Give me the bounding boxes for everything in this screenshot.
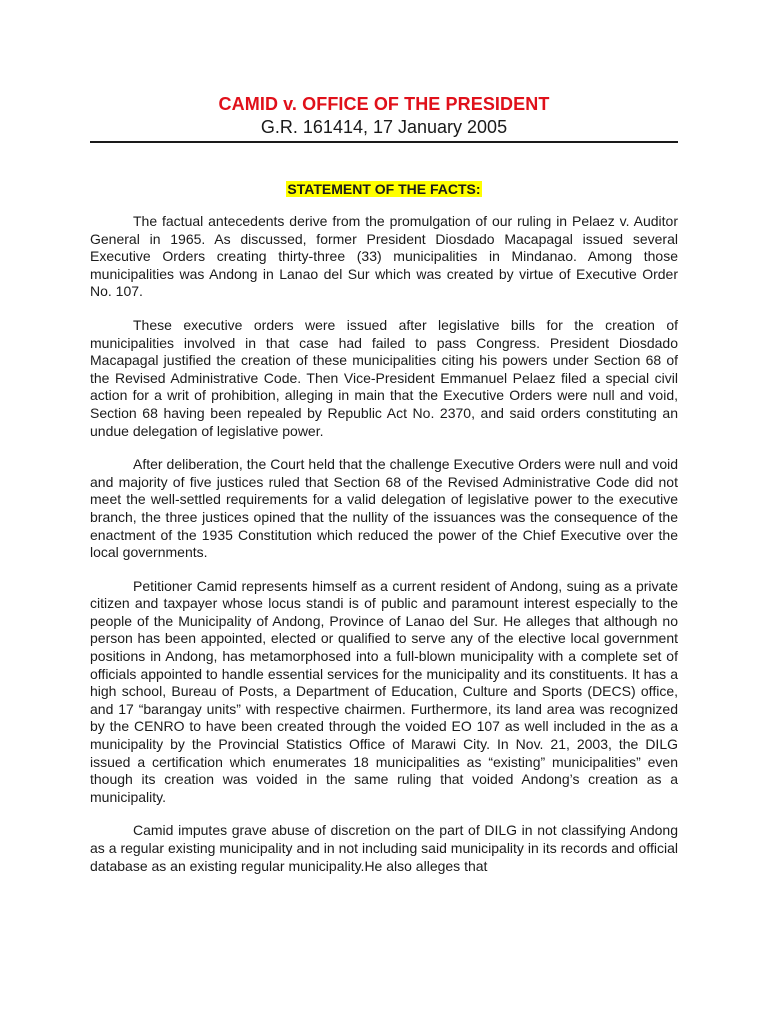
paragraph-3: After deliberation, the Court held that the challenge Executive Orders were null and void and majority of five justices ruled that Section 68 of the Revised Administrative Code did not meet the well-settled requirements for a valid delegation of legislative power to the executive branch, the three justices opined that the nullity of the issuances was the consequence of the enactment of the 1935 Constitution which reduced the power of the Chief Executive over the local governments. [90,456,678,561]
section-heading: STATEMENT OF THE FACTS: [287,181,481,197]
paragraph-2: These executive orders were issued after legislative bills for the creation of municipalities involved in that case had failed to pass Congress. President Diosdado Macapagal justified the creation of these municipalities citing his powers under Section 68 of the Revised Administrative Code. Then Vice-President Emmanuel Pelaez filed a special civil action for a writ of prohibition, alleging in main that the Executive Orders were null and void, Section 68 having been repealed by Republic Act No. 2370, and said orders constituting an undue delegation of legislative power. [90,316,678,439]
title-divider [90,141,678,143]
section-heading-wrapper [90,181,678,198]
paragraph-4: Petitioner Camid represents himself as a current resident of Andong, suing as a private citizen and taxpayer whose locus standi is of public and paramount interest especially to the people of the Municipality of Andong, Province of Lanao del Sur. He alleges that although no person has been appointed, elected or qualified to serve any of the elective local government positions in Andong, has metamorphosed into a full-blown municipality with a complete set of officials appointed to handle essential services for the municipality and its constituents. It has a high school, Bureau of Posts, a Department of Education, Culture and Sports (DECS) office, and 17 “barangay units” with respective chairmen. Furthermore, its land area was recognized by the CENRO to have been created through the voided EO 107 as well included in the as a municipality by the Provincial Statistics Office of Marawi City. In Nov. 21, 2003, the DILG issued a certification which enumerates 18 municipalities as “existing” municipalities” even though its creation was voided in the same ruling that voided Andong’s creation as a municipality. [90,577,678,805]
paragraph-5: Camid imputes grave abuse of discretion on the part of DILG in not classifying Andong as a regular existing municipality and in not including said municipality in its records and official database as an existing regular municipality.He also alleges that [90,822,678,874]
case-citation: G.R. 161414, 17 January 2005 [260,117,508,137]
paragraph-1: The factual antecedents derive from the promulgation of our ruling in Pelaez v. Auditor General in 1965. As discussed, former President Diosdado Macapagal issued several Executive Orders creating thirty-three (33) municipalities in Mindanao. Among those municipalities was Andong in Lanao del Sur which was created by virtue of Executive Order No. 107. [90,213,678,300]
document-page [90,0,678,875]
case-title: CAMID v. OFFICE OF THE PRESIDENT [218,94,550,114]
